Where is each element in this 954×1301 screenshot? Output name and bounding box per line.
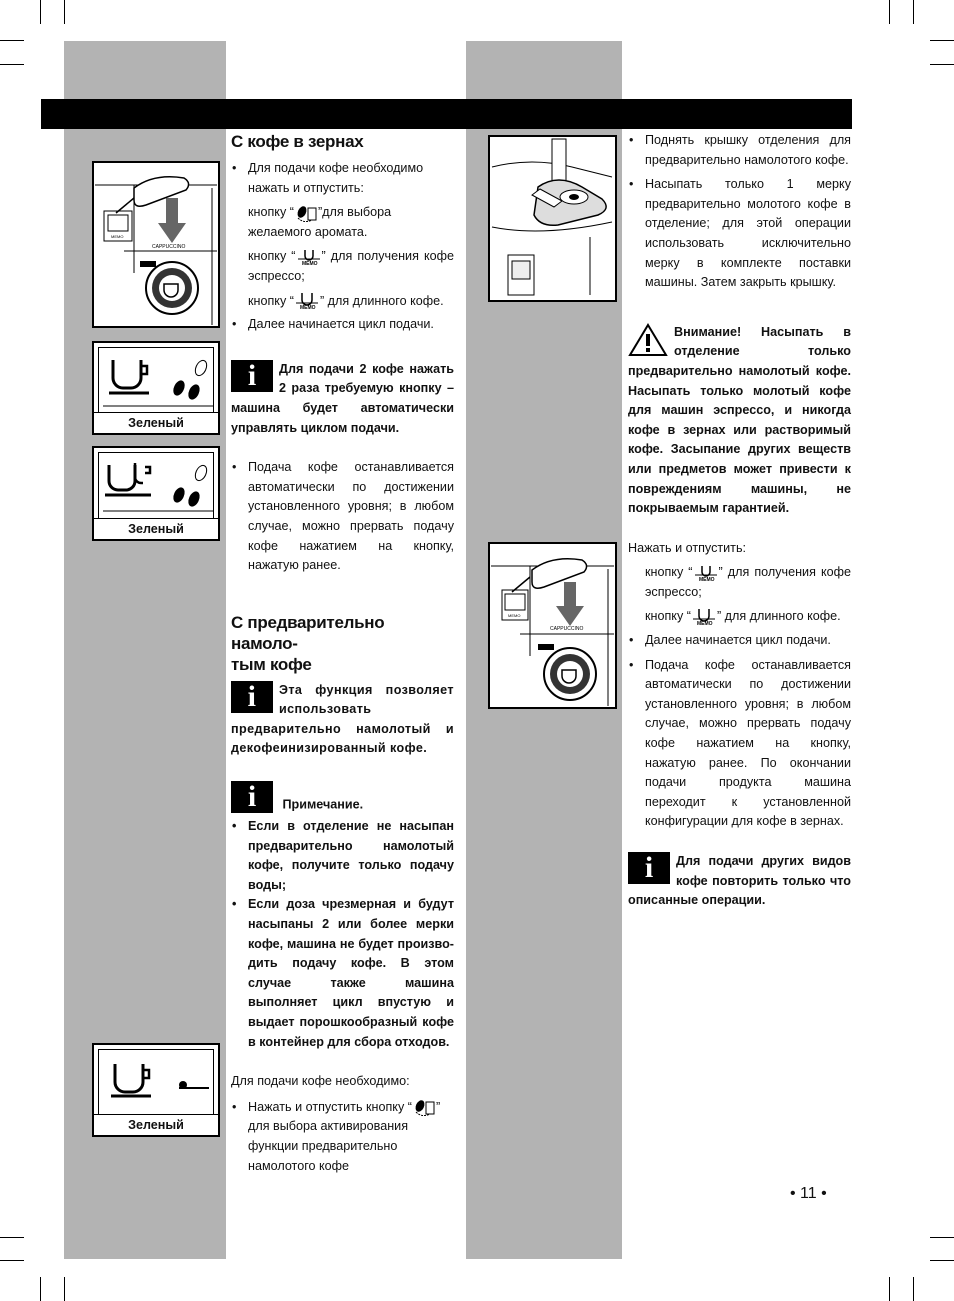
warning-note: Внимание! Насыпать в отделение только предварительно намолотый кофе. Насыпать только молотый кофе для машин эспрессо, и никогда кофе в зернах или растворимый кофе. Засыпание других веществ или предметов может привести к повреждениям машины, не покрываемым гарантией. xyxy=(628,324,851,516)
list-item: • Подача кофе останавливается автоматически по достижении установленного уровня; в любом случае, можно прервать подачу кофе нажатием на кнопку, нажатую ранее. xyxy=(231,458,454,576)
note-block xyxy=(231,781,454,815)
cup-display-icon xyxy=(99,348,217,412)
crop-mark xyxy=(930,1237,954,1238)
crop-mark xyxy=(64,0,65,24)
list-item: • Далее начинается цикл подачи. xyxy=(628,631,851,651)
info-icon: i xyxy=(231,360,273,392)
display-panel-ground xyxy=(92,1043,220,1137)
crop-mark xyxy=(0,1237,24,1238)
right-text-column xyxy=(628,131,851,911)
espresso-memo-icon xyxy=(296,248,322,266)
info-note: i Для подачи других видов кофе повторить только что описанные операции. xyxy=(628,851,851,908)
aroma-bean-icon xyxy=(412,1098,436,1116)
crop-mark xyxy=(40,0,41,24)
list-item: • Если доза чрезмерная и будут насыпаны 2 или более мерки кофе, машина не будет произво-дить подачу кофе. В этом случае также машина выполняет цикл впустую и выдает порошкообразный кофе в контейнер для сбора отходов. xyxy=(231,895,454,1052)
lid-open-icon xyxy=(490,137,615,300)
note-title: Примечание. xyxy=(282,797,364,812)
warning-triangle-icon xyxy=(628,323,668,357)
list-item: кнопку “ MEMO ” для получения кофе эспрессо; xyxy=(248,249,454,283)
memo-label: MEMO xyxy=(111,234,124,239)
list-item: • Поднять крышку отделения для предварительно намолотого кофе. xyxy=(628,131,851,170)
aroma-bean-icon xyxy=(294,204,318,222)
crop-mark xyxy=(913,1277,914,1301)
list-item: • Для подачи кофе необходимо нажать и отпустить: xyxy=(231,159,454,198)
svg-text:MEMO: MEMO xyxy=(696,621,713,627)
crop-mark xyxy=(930,64,954,65)
ground-intro: Для подачи кофе необходимо: xyxy=(231,1074,410,1089)
coffee-machine-icon xyxy=(94,163,218,326)
crop-mark xyxy=(0,1260,24,1261)
section-title-ground: С предварительно намоло- тым кофе xyxy=(231,612,385,674)
press-intro: Нажать и отпустить: xyxy=(628,540,747,555)
list-item: кнопку “ MEMO ” для длинного кофе. xyxy=(645,609,841,627)
list-item: • Далее начинается цикл подачи. xyxy=(231,315,454,335)
svg-text:MEMO: MEMO xyxy=(698,576,715,582)
cappuccino-label: CAPPUCCINO xyxy=(152,244,186,250)
list-item: кнопку “ MEMO ” для получения кофе эспрессо; xyxy=(645,565,851,599)
machine-illustration-ground xyxy=(488,542,617,709)
list-item: • Если в отделение не насыпан предварительно намолотый кофе, получите только подачу воды; xyxy=(231,817,454,895)
display-caption: Зеленый xyxy=(94,412,218,433)
crop-mark xyxy=(40,1277,41,1301)
crop-mark xyxy=(0,40,24,41)
crop-mark xyxy=(64,1277,65,1301)
long-coffee-memo-icon xyxy=(294,292,320,310)
list-item: • Насыпать только 1 мерку предварительно молотого кофе в отделение; для этой операции использовать исключительно мерку в комплекте поставки машины. Затем закрыть крышку. xyxy=(628,175,851,293)
double-cup-display-icon xyxy=(99,453,217,518)
display-panel-single xyxy=(92,341,220,435)
list-item: кнопку “ ”для выбора желаемого аромата. xyxy=(248,205,392,239)
info-note: i Для подачи 2 кофе нажать 2 раза требуемую кнопку – машина будет автоматически управлять циклом подачи. xyxy=(231,358,454,435)
crop-mark xyxy=(889,1277,890,1301)
cappuccino-label: CAPPUCCINO xyxy=(550,626,584,632)
info-icon: i xyxy=(231,681,273,713)
list-item: • Подача кофе останавливается автоматически по достижении установленного уровня; в любом случае, можно прервать подачу кофе нажатием на кнопку, нажатую ранее. По окончании подачи продукта машина переходит к установленной конфигурации для кофе в зернах. xyxy=(628,656,851,832)
page-number: • 11 • xyxy=(790,1185,827,1202)
espresso-memo-icon xyxy=(693,564,719,582)
svg-text:MEMO: MEMO xyxy=(301,261,318,267)
machine-illustration-beans xyxy=(92,161,220,328)
left-text-column xyxy=(231,131,454,1176)
info-note: i Эта функция позволяет использовать предварительно намолотый и декофеинизированный кофе. xyxy=(231,679,454,756)
list-item: кнопку “ MEMO ” для длинного кофе. xyxy=(248,293,444,311)
display-caption: Зеленый xyxy=(94,518,218,539)
header-bar xyxy=(41,99,852,129)
lid-illustration xyxy=(488,135,617,302)
long-coffee-memo-icon xyxy=(691,608,717,626)
crop-mark xyxy=(930,40,954,41)
ground-coffee-display-icon xyxy=(99,1050,217,1114)
list-item: • Нажать и отпустить кнопку “ ” для выбора активирования функции предварительно намолотого кофе xyxy=(231,1098,454,1176)
info-icon: i xyxy=(231,781,273,813)
coffee-machine-icon xyxy=(490,544,615,707)
display-panel-double xyxy=(92,446,220,541)
info-icon: i xyxy=(628,852,670,884)
crop-mark xyxy=(913,0,914,24)
svg-text:MEMO: MEMO xyxy=(299,305,316,311)
crop-mark xyxy=(930,1260,954,1261)
memo-label: MEMO xyxy=(508,613,521,618)
crop-mark xyxy=(0,64,24,65)
section-title-beans: С кофе в зернах xyxy=(231,132,364,151)
crop-mark xyxy=(889,0,890,24)
display-caption: Зеленый xyxy=(94,1114,218,1135)
